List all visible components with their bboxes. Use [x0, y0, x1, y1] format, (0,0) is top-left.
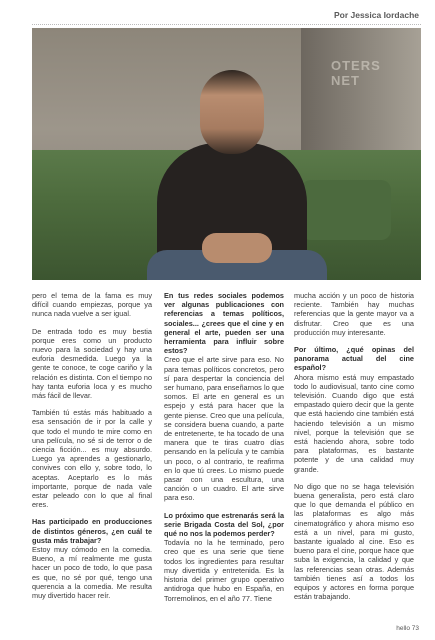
photo-person-head: [200, 70, 264, 154]
interview-answer: pero el tema de la fama es muy difícil cuando empiezas, porque ya nunca nada vuelve a ser igual.: [32, 291, 152, 319]
interview-answer: Estoy muy cómodo en la comedia. Bueno, a mí realmente me gusta hacer un poco de todo, lo que pasa es que, no sé por qué, tengo una querencia a la comedia. Me resulta muy divertido hacer reír.: [32, 545, 152, 601]
text-column-3: [294, 291, 414, 610]
photo-person-hands: [202, 233, 272, 263]
interview-answer: De entrada todo es muy bestia porque eres como un producto nuevo para la sociedad y hay una euforia desmedida. Luego ya la gente te conoce, te coge cariño y la relación es distinta. Con el tiempo no hay tanta euforia loca y es mucho más fácil de llevar.: [32, 326, 152, 401]
interview-photo: [32, 28, 421, 280]
author-byline: Por Jessica Iordache: [333, 10, 419, 20]
photo-wall-sign: OTERS NET: [331, 58, 381, 88]
interview-answer: Creo que el arte sirve para eso. No para temas políticos concretos, pero sí para despertar la conciencia del ser humano, para enseñarnos lo que somos. El arte en general es un espejo y está para hacer que la gente piense. Creo que una película, se considera buena cuando, a parte de entretenerte, te ha tocado de una manera que te tiras cuatro días pensando en la película y te cambia un poco, o al contrario, te reafirma en lo que tú crees. Lo mismo puede pasar con una escultura, una canción o un cuadro. El arte sirve para eso.: [164, 355, 284, 503]
interview-question: Has participado en producciones de distintos géneros, ¿en cuál te gusta más trabajar?: [32, 517, 152, 545]
interview-question: Lo próximo que estrenarás será la serie Brigada Costa del Sol, ¿por qué no nos la podemos perder?: [164, 510, 284, 539]
interview-answer: Todavía no la he terminado, pero creo que es una serie que tiene todos los ingredientes para resultar muy divertida y entretenida. Es la historia del primer grupo operativo antidroga que hubo en España, en Torremolinos, en el año 77. Tiene: [164, 538, 284, 603]
interview-question: Por último, ¿qué opinas del panorama actual del cine español?: [294, 345, 414, 373]
interview-question: En tus redes sociales podemos ver algunas publicaciones con referencias a temas políticos, sociales... ¿crees que el cine y en general el arte, pueden ser una herramienta para influir sobre estos?: [164, 291, 284, 356]
interview-answer: Ahora mismo está muy empastado todo lo audiovisual, tanto cine como televisión. Cuando digo que está empastado quiero decir que la gente que está haciendo cine también está haciendo televisión a un mismo nivel, porque la televisión que se está haciendo ahora, sobre todo para plataformas, es bastante potente y de una calidad muy grande.: [294, 372, 414, 474]
text-column-2: [164, 291, 284, 611]
photo-sofa-arm: [301, 180, 391, 240]
header-divider: [32, 24, 421, 25]
page-folio: hello 73: [396, 625, 419, 632]
text-column-1: [32, 291, 152, 608]
interview-answer: También tú estás más habituado a esa sensación de ir por la calle y que todo el mundo te mire como en una película, no sé si de terror o de ciencia ficción... es muy absurdo. Luego ya aprendes a gestionarlo, convives con ello y, sobre todo, lo aceptas. Aceptarlo es lo más importante, porque de nada vale estar peleado con lo que al final eres.: [32, 408, 152, 510]
interview-answer: No digo que no se haga televisión buena generalista, pero está claro que lo que demanda el público en las plataformas es algo más cinematográfico y ahora mismo eso está a un nivel, para mi gusto, bastante igualado al cine. Eso es bueno para el cine, porque hace que suba la exigencia, la calidad y que las referencias sean otras. Además también tienes así a todos los equipos y actores en forma porque están trabajando.: [294, 481, 414, 602]
interview-answer: mucha acción y un poco de historia reciente. También hay muchas referencias que la gente mayor va a disfrutar. Creo que es una producción muy interesante.: [294, 291, 414, 337]
